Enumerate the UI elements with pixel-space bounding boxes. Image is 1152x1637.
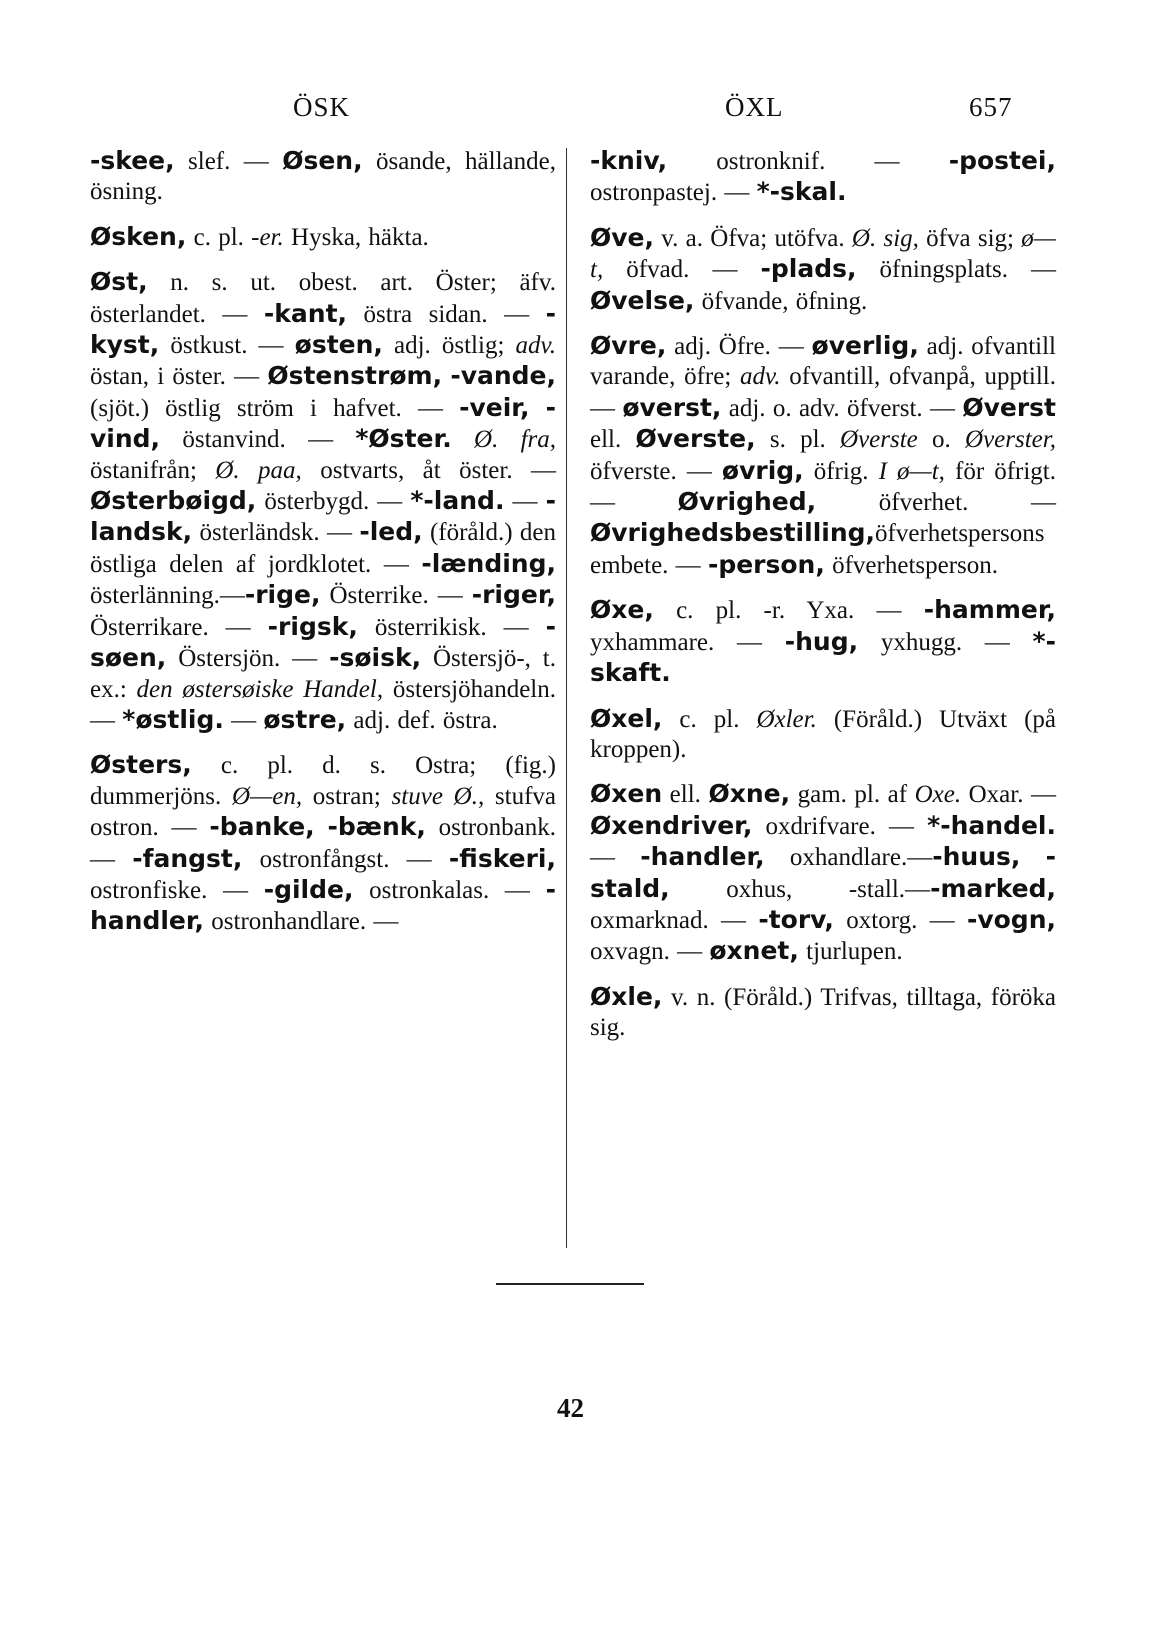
- dictionary-entry: -kniv, ostronknif. — -postei, ostronpastej. — *-skal.: [590, 146, 1056, 207]
- dictionary-entry: Øxle, v. n. (Föråld.) Trifvas, tilltaga, föröka sig.: [590, 981, 1056, 1042]
- right-column: [590, 146, 1056, 1044]
- dictionary-entry: Øvre, adj. Öfre. — øverlig, adj. ofvantill varande, öfre; adv. ofvantill, ofvanpå, upptill. — øverst, adj. o. adv. öfverst. — Øverst ell. Øverste, s. pl. Øverste o. Øverster, öfverste. — øvrig, öfrig. I ø—t, för öfrigt. — Øvrighed, öfverhet. — Øvrighedsbestilling,öfverhetspersons embete. — -person, öfverhetsperson.: [590, 331, 1056, 579]
- dictionary-entry: Øve, v. a. Öfva; utöfva. Ø. sig, öfva sig; ø—t, öfvad. — -plads, öfningsplats. — Øvelse, öfvande, öfning.: [590, 222, 1057, 315]
- dictionary-entry: Øst, n. s. ut. obest. art. Öster; äfv. österlandet. — -kant, östra sidan. — -kyst, östkust. — østen, adj. östlig; adv. östan, i öster. — Østenstrøm, -vande, (sjöt.) östlig ström i hafvet. — -veir, -vind, östanvind. — *Øster. Ø. fra, östanifrån; Ø. paa, ostvarts, åt öster. — Østerbøigd, österbygd. — *-land. — -landsk, österländsk. — -led, (föråld.) den östliga delen af jordklotet. — -lænding, österlänning.—-rige, Österrike. — -riger, Österrikare. — -rigsk, österrikisk. — -søen, Östersjön. — -søisk, Östersjö-, t. ex.: den østersøiske Handel, östersjöhandeln. — *østlig. — østre, adj. def. östra.: [90, 267, 557, 734]
- dictionary-entry: Øxen ell. Øxne, gam. pl. af Oxe. Oxar. — Øxendriver, oxdrifvare. — *-handel. — -handler, oxhandlare.—-huus, -stald, oxhus, -stall.—-marked, oxmarknad. — -torv, oxtorg. — -vogn, oxvagn. — øxnet, tjurlupen.: [590, 779, 1057, 966]
- dictionary-entry: Østers, c. pl. d. s. Ostra; (fig.) dummerjöns. Ø—en, ostran; stuve Ø., stufva ostron. — -banke, -bænk, ostronbank. — -fangst, ostronfångst. — -fiskeri, ostronfiske. — -gilde, ostronkalas. — -handler, ostronhandlare. —: [90, 750, 557, 936]
- dictionary-entry: Øsken, c. pl. -er. Hyska, häkta.: [90, 221, 429, 251]
- footer-rule: [496, 1283, 644, 1285]
- dictionary-entry: Øxe, c. pl. -r. Yxa. — -hammer, yxhammare. — -hug, yxhugg. — *-skaft.: [590, 595, 1056, 688]
- dictionary-entry: Øxel, c. pl. Øxler. (Föråld.) Utväxt (på kroppen).: [590, 703, 1056, 763]
- left-guide-word: ÖSK: [293, 92, 351, 122]
- left-column: [90, 146, 556, 938]
- printer-signature: 42: [557, 1393, 584, 1423]
- page-number: 657: [969, 92, 1013, 122]
- dictionary-entry: -skee, slef. — Øsen, ösande, hällande, ösning.: [90, 146, 556, 206]
- column-divider: [566, 148, 567, 1248]
- right-guide-word: ÖXL: [725, 92, 784, 122]
